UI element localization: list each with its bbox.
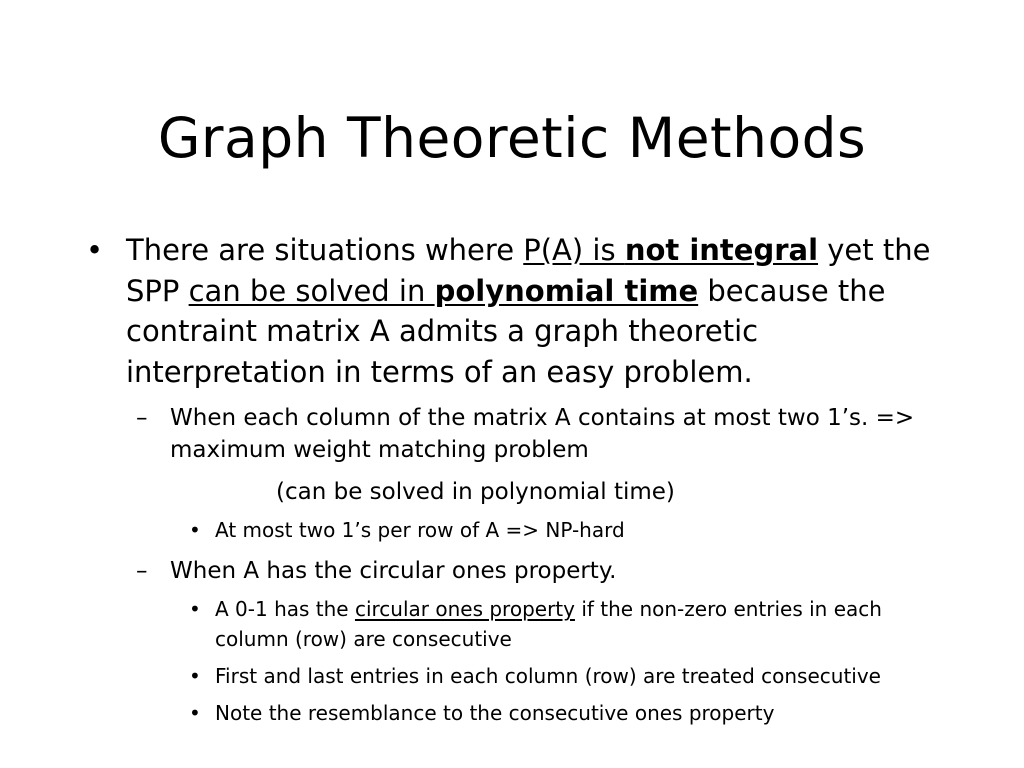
- sub-sub-bullet-text: Note the resemblance to the consecutive ones property: [215, 701, 775, 725]
- pa-text: P(A) is: [523, 233, 625, 267]
- sub-sub-bullet-text: if the non-zero entries in each column (row) are consecutive: [215, 597, 882, 651]
- sub-bullet-note: (can be solved in polynomial time): [276, 479, 675, 505]
- sub-bullet-column-ones: [86, 402, 956, 466]
- slide-body: [86, 230, 956, 728]
- sub-sub-bullet-row-ones: [86, 515, 956, 545]
- bullet-text: There are situations where: [126, 233, 524, 267]
- dash-marker: –: [136, 405, 148, 431]
- sub-sub-bullet-first-last: [86, 661, 956, 691]
- sub-sub-bullet-text: At most two 1’s per row of A => NP-hard: [215, 518, 625, 542]
- bullet-marker: •: [189, 518, 201, 542]
- bullet-marker: •: [189, 597, 201, 621]
- slide-title: Graph Theoretic Methods: [157, 106, 867, 170]
- bullet-marker: •: [189, 701, 201, 725]
- sub-sub-bullet-definition: [86, 594, 956, 654]
- dash-marker: –: [136, 558, 148, 584]
- polynomial-time-text: polynomial time: [434, 273, 699, 308]
- bullet-situations: [86, 230, 956, 392]
- sub-sub-bullet-text: A 0-1 has the: [215, 597, 355, 621]
- solved-in-text: can be solved in: [188, 273, 435, 308]
- bullet-marker: •: [189, 664, 201, 688]
- bullet-text: yet the SPP: [126, 233, 931, 308]
- not-integral-text: not integral: [624, 233, 819, 267]
- sub-bullet-text: When each column of the matrix A contains at most two 1’s. => maximum weight matching problem: [170, 405, 915, 463]
- sub-sub-bullet-resemblance: [86, 698, 956, 728]
- circular-ones-property-text: circular ones property: [354, 597, 575, 621]
- sub-bullet-circular: [86, 555, 956, 587]
- bullet-text: because the contraint matrix A admits a graph theoretic interpretation in terms of an easy problem.: [126, 273, 886, 389]
- sub-bullet-text: When A has the circular ones property.: [170, 558, 617, 584]
- sub-sub-bullet-text: First and last entries in each column (row) are treated consecutive: [215, 664, 881, 688]
- bullet-marker: •: [86, 233, 104, 267]
